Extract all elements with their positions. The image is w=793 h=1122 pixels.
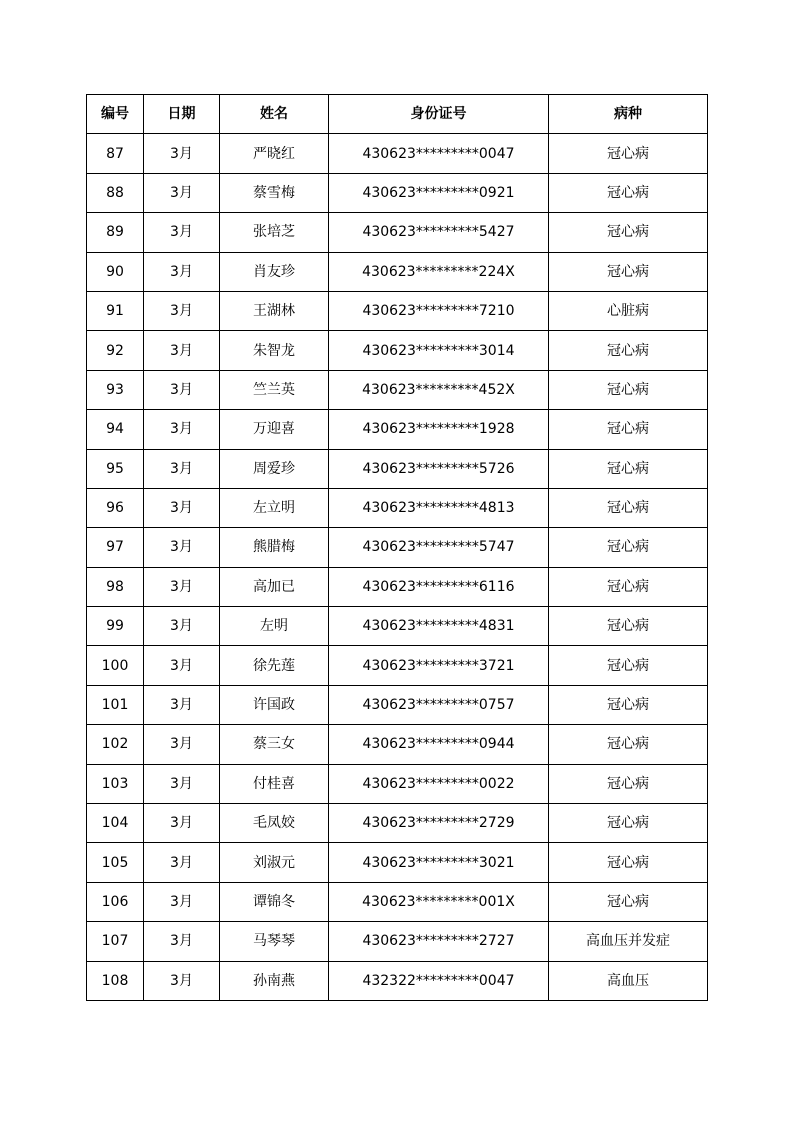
header-row [87, 95, 708, 134]
cell-id-number: 430623*********0921 [329, 173, 549, 212]
cell-disease: 冠心病 [549, 764, 708, 803]
table-row [87, 607, 708, 646]
cell-number: 99 [87, 607, 144, 646]
cell-disease: 高血压并发症 [549, 922, 708, 961]
cell-id-number: 430623*********3021 [329, 843, 549, 882]
cell-number: 98 [87, 567, 144, 606]
cell-date: 3月 [144, 922, 220, 961]
patient-table [86, 94, 708, 1001]
cell-date: 3月 [144, 291, 220, 330]
cell-id-number: 430623*********3014 [329, 331, 549, 370]
cell-disease: 冠心病 [549, 607, 708, 646]
cell-disease: 冠心病 [549, 134, 708, 173]
table-row [87, 331, 708, 370]
cell-date: 3月 [144, 764, 220, 803]
cell-id-number: 430623*********0944 [329, 725, 549, 764]
cell-disease: 冠心病 [549, 804, 708, 843]
table-row [87, 449, 708, 488]
cell-name: 徐先莲 [220, 646, 329, 685]
header-id-number: 身份证号 [329, 95, 549, 134]
cell-number: 97 [87, 528, 144, 567]
cell-number: 106 [87, 882, 144, 921]
cell-disease: 冠心病 [549, 725, 708, 764]
table-row [87, 685, 708, 724]
cell-name: 谭锦冬 [220, 882, 329, 921]
table-row [87, 370, 708, 409]
cell-date: 3月 [144, 804, 220, 843]
cell-disease: 冠心病 [549, 370, 708, 409]
cell-number: 88 [87, 173, 144, 212]
cell-id-number: 430623*********452X [329, 370, 549, 409]
cell-date: 3月 [144, 882, 220, 921]
cell-name: 周爱珍 [220, 449, 329, 488]
cell-disease: 冠心病 [549, 213, 708, 252]
cell-disease: 冠心病 [549, 567, 708, 606]
cell-number: 89 [87, 213, 144, 252]
cell-name: 熊腊梅 [220, 528, 329, 567]
cell-disease: 冠心病 [549, 843, 708, 882]
cell-number: 100 [87, 646, 144, 685]
cell-disease: 冠心病 [549, 488, 708, 527]
cell-id-number: 430623*********2729 [329, 804, 549, 843]
cell-date: 3月 [144, 488, 220, 527]
cell-id-number: 430623*********001X [329, 882, 549, 921]
cell-number: 92 [87, 331, 144, 370]
cell-disease: 心脏病 [549, 291, 708, 330]
cell-number: 91 [87, 291, 144, 330]
cell-name: 王湖林 [220, 291, 329, 330]
cell-name: 张培芝 [220, 213, 329, 252]
cell-date: 3月 [144, 173, 220, 212]
table-body [87, 134, 708, 1001]
table-row [87, 488, 708, 527]
cell-name: 毛凤姣 [220, 804, 329, 843]
header-date: 日期 [144, 95, 220, 134]
table-row [87, 213, 708, 252]
table-row [87, 922, 708, 961]
cell-id-number: 430623*********4831 [329, 607, 549, 646]
cell-name: 左明 [220, 607, 329, 646]
cell-id-number: 430623*********4813 [329, 488, 549, 527]
table-row [87, 804, 708, 843]
cell-name: 竺兰英 [220, 370, 329, 409]
cell-id-number: 430623*********0047 [329, 134, 549, 173]
table-row [87, 528, 708, 567]
cell-name: 高加已 [220, 567, 329, 606]
cell-date: 3月 [144, 646, 220, 685]
cell-disease: 冠心病 [549, 449, 708, 488]
cell-number: 93 [87, 370, 144, 409]
cell-date: 3月 [144, 528, 220, 567]
cell-number: 96 [87, 488, 144, 527]
cell-id-number: 430623*********224X [329, 252, 549, 291]
header-number: 编号 [87, 95, 144, 134]
table-row [87, 173, 708, 212]
cell-id-number: 432322*********0047 [329, 961, 549, 1000]
cell-name: 左立明 [220, 488, 329, 527]
table-row [87, 291, 708, 330]
cell-name: 孙南燕 [220, 961, 329, 1000]
cell-id-number: 430623*********5747 [329, 528, 549, 567]
cell-number: 107 [87, 922, 144, 961]
cell-name: 蔡三女 [220, 725, 329, 764]
cell-number: 103 [87, 764, 144, 803]
cell-disease: 冠心病 [549, 410, 708, 449]
cell-disease: 冠心病 [549, 685, 708, 724]
cell-disease: 高血压 [549, 961, 708, 1000]
table-row [87, 843, 708, 882]
cell-date: 3月 [144, 370, 220, 409]
header-disease: 病种 [549, 95, 708, 134]
cell-date: 3月 [144, 567, 220, 606]
table-row [87, 252, 708, 291]
cell-date: 3月 [144, 843, 220, 882]
cell-number: 95 [87, 449, 144, 488]
cell-number: 87 [87, 134, 144, 173]
cell-name: 朱智龙 [220, 331, 329, 370]
cell-number: 90 [87, 252, 144, 291]
cell-number: 108 [87, 961, 144, 1000]
cell-id-number: 430623*********3721 [329, 646, 549, 685]
cell-id-number: 430623*********6116 [329, 567, 549, 606]
cell-id-number: 430623*********5427 [329, 213, 549, 252]
cell-number: 101 [87, 685, 144, 724]
cell-name: 严晓红 [220, 134, 329, 173]
cell-name: 万迎喜 [220, 410, 329, 449]
cell-date: 3月 [144, 331, 220, 370]
cell-name: 刘淑元 [220, 843, 329, 882]
cell-name: 肖友珍 [220, 252, 329, 291]
cell-date: 3月 [144, 252, 220, 291]
cell-date: 3月 [144, 685, 220, 724]
cell-id-number: 430623*********7210 [329, 291, 549, 330]
cell-id-number: 430623*********0757 [329, 685, 549, 724]
table-row [87, 882, 708, 921]
table-row [87, 646, 708, 685]
cell-disease: 冠心病 [549, 331, 708, 370]
table-row [87, 961, 708, 1000]
table-header [87, 95, 708, 134]
cell-number: 102 [87, 725, 144, 764]
cell-date: 3月 [144, 961, 220, 1000]
cell-disease: 冠心病 [549, 882, 708, 921]
table-row [87, 134, 708, 173]
table-row [87, 410, 708, 449]
cell-disease: 冠心病 [549, 252, 708, 291]
table-row [87, 764, 708, 803]
cell-date: 3月 [144, 134, 220, 173]
cell-id-number: 430623*********5726 [329, 449, 549, 488]
cell-id-number: 430623*********1928 [329, 410, 549, 449]
cell-disease: 冠心病 [549, 646, 708, 685]
cell-date: 3月 [144, 725, 220, 764]
cell-date: 3月 [144, 410, 220, 449]
cell-date: 3月 [144, 449, 220, 488]
cell-id-number: 430623*********2727 [329, 922, 549, 961]
cell-number: 104 [87, 804, 144, 843]
cell-date: 3月 [144, 607, 220, 646]
table-row [87, 725, 708, 764]
cell-disease: 冠心病 [549, 173, 708, 212]
cell-name: 马琴琴 [220, 922, 329, 961]
cell-date: 3月 [144, 213, 220, 252]
table-row [87, 567, 708, 606]
cell-id-number: 430623*********0022 [329, 764, 549, 803]
cell-name: 蔡雪梅 [220, 173, 329, 212]
cell-name: 许国政 [220, 685, 329, 724]
cell-disease: 冠心病 [549, 528, 708, 567]
cell-number: 105 [87, 843, 144, 882]
header-name: 姓名 [220, 95, 329, 134]
cell-name: 付桂喜 [220, 764, 329, 803]
cell-number: 94 [87, 410, 144, 449]
